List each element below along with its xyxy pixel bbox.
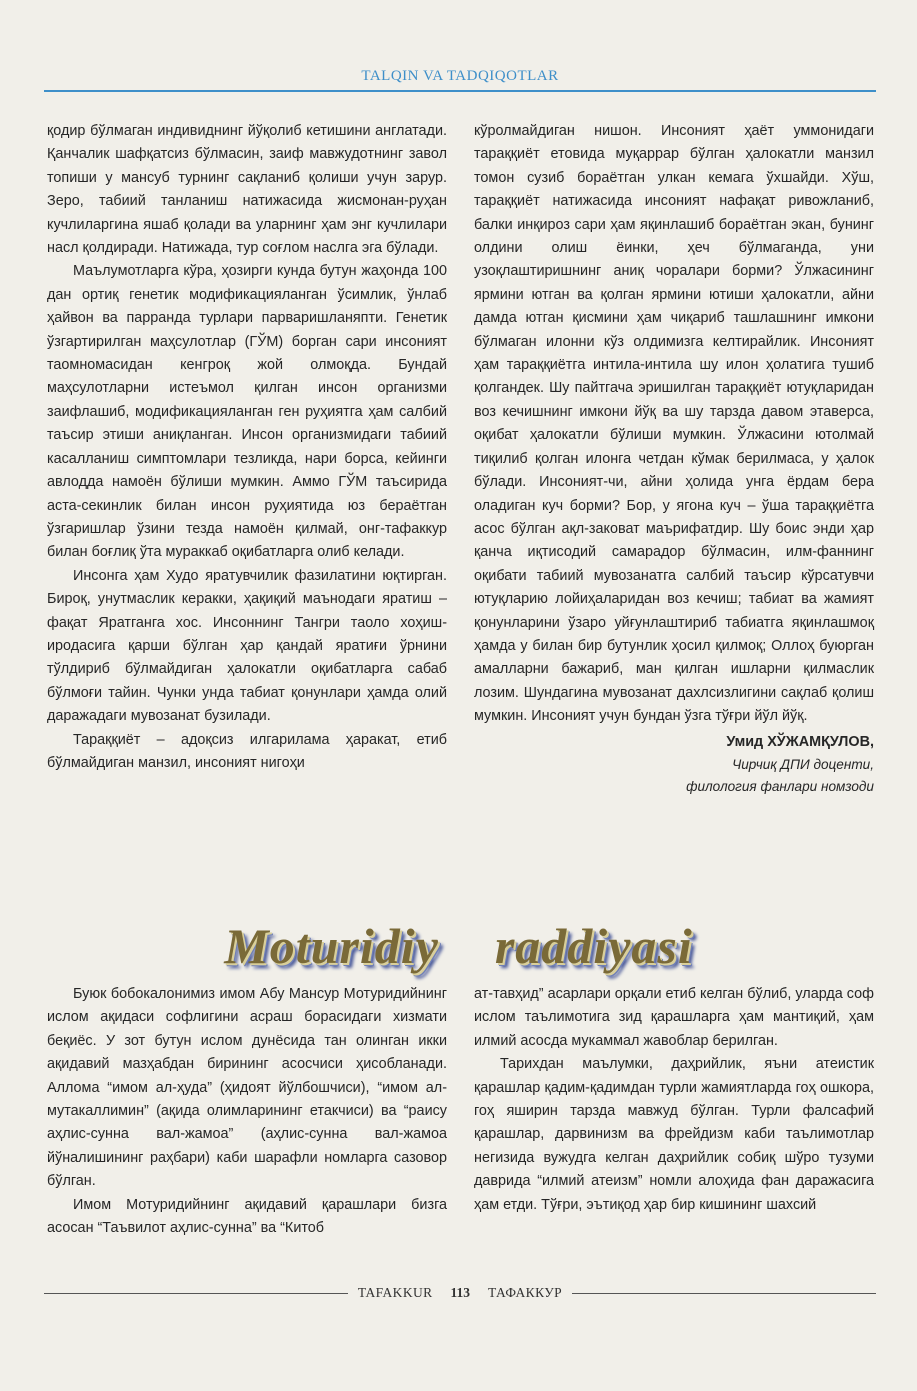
article2-right-paragraph-2: Тарихдан маълумки, даҳрийлик, яъни атеистик қарашлар қадим-қадимдан турли жамиятларда гоҳ ошкора, гоҳ яширин тарзда мавжуд бўлган. Турли фалсафий қарашлар, дарвинизм ва фрейдизм каби таълимотлар негизида вужудга келган даҳрийлик собиқ шўро тузуми даврида “илмий атеизм” номли алоҳида фан даражасига ҳам етди. Тўғри, эътиқод ҳар бир кишининг шахсий <box>474 1056 874 1213</box>
footer-magazine-cyrillic: ТАФАККУР <box>488 1285 563 1300</box>
footer-magazine-latin: TAFAKKUR <box>357 1285 433 1300</box>
article2-title-word-1: Moturidiy <box>224 918 439 974</box>
author-position: Чирчиқ ДПИ доценти, <box>732 756 874 772</box>
page-footer <box>44 1283 876 1303</box>
article2-title-word-2: raddiyasi <box>494 918 693 974</box>
article2-right-paragraph-1: ат-тавҳид” асарлари орқали етиб келган бўлиб, уларда соф ислом таълимотига зид қарашларга ҳам мантиқий, ҳам илмий асосда мукаммал жавоблар берилган. <box>474 986 874 1049</box>
article1-right-paragraph-1: кўролмайдиган нишон. Инсоният ҳаёт уммонидаги тараққиёт етовида муқаррар бўлган ҳалокатли манзил томон сузиб бораётган улкан кемага ўхшайди. Хўш, тараққиёт натижасида инсоният нафақат ривожланиб, балки инқироз сари ҳам яқинлашиб бораётган экан, бунинг олдини олиш ёинки, ҳеч бўлмаганда, уни узоқлаштиришнинг аниқ чоралари борми? Ўлжасининг ярмини ютган ва қолган ярмини ютиши ҳалокатли, айни дамда ютган қисмини ҳам чиқариб ташлашнинг имкони бўлмаган илонни кўз олдимизга келтирайлик. Инсоният ҳам тараққиётга интила-интила шу илон ҳолатига тушиб қолгандек. Шу пайтгача эришилган тараққиёт ютуқларидан воз кечишнинг имкони йўқ ва шу тарзда давом этаверса, оқибат ҳалокатли бўлиши мумкин. Ўлжасини ютолмай тиқилиб қолган илонга четдан кўмак берилмаса, у ҳалок бўлади. Инсоният-чи, айни ҳолида унга ёрдам бера оладиган куч борми? Бор, у ягона куч – ўша тараққиётга асос бўлган ақл-заковат маърифатдир. Шу боис энди ҳар қанча иқтисодий самарадор бўлмасин, илм-фаннинг оқибати табиий мувозанатга салбий таъсир кўрсатувчи ютуқларию лойиҳаларидан воз кечиш; табиат ва жамият қонунларини ўзаро уйғунлаштириб табиатга яқинлашмоқ ҳамда у билан бир бутунлик ҳосил қилмоқ; Оллоҳ буюрган амалларни бажариб, ман қилган ишларни қилмаслик лозим. Шундагина мувозанат дахлсизлигини сақлаб қолиш мумкин. Инсоният учун бундан ўзга тўғри йўл йўқ. <box>474 123 874 725</box>
article2-left-column <box>47 983 447 1240</box>
article1-left-paragraph-2: Маълумотларга кўра, ҳозирги кунда бутун жаҳонда 100 дан ортиқ генетик модификацияланган ўсимлик, ўнлаб ҳайвон ва парранда турлари парваришланяпти. Генетик ўзгартирилган маҳсулотлар (ГЎМ) борган сари инсоният таомномасидан кенгроқ жой олмоқда. Бундай маҳсулотларни истеъмол қилган инсон организми заифлашиб, модификацияланган ген руҳиятга ҳам салбий таъсир этиши аниқланган. Инсон организмидаги табиий касалланиш симптомлари тезликда, нари борса, кейинги авлодда намоён бўлиши мумкин. Аммо ГЎМ таъсирида аста-секинлик билан инсон руҳиятида юз бераётган ўзгаришлар ўзини тезда намоён қилмай, онг-тафаккур билан боғлиқ ўта мураккаб оқибатларга олиб келади. <box>47 263 447 561</box>
author-name: Умид ХЎЖАМҚУЛОВ, <box>726 733 874 750</box>
article2-title <box>0 918 917 974</box>
article1-left-paragraph-4: Тараққиёт – адоқсиз илгарилама ҳаракат, етиб бўлмайдиган манзил, инсоният нигоҳи <box>47 731 447 771</box>
article1-left-paragraph-1: қодир бўлмаган индивиднинг йўқолиб кетишини англатади. Қанчалик шафқатсиз бўлмасин, заиф мавжудотнинг завол топиши у мансуб турнинг сақланиб қолиши учун зарур. Зеро, табиий танланиш натижасида жисмонан-руҳан кучлиларгина яшаб қолади ва уларнинг ҳам энг кучлилари насл қолдиради. Натижада, тур соғлом наслга эга бўлади. <box>47 123 447 257</box>
footer-rule-right <box>572 1293 876 1294</box>
page-number: 113 <box>450 1285 471 1300</box>
article1-left-column <box>47 120 447 775</box>
article2-left-paragraph-2: Имом Мотуридийнинг ақидавий қарашлари бизга асосан “Таъвилот аҳлис-сунна” ва “Китоб <box>47 1196 447 1237</box>
author-degree: филология фанлари номзоди <box>686 778 874 794</box>
running-header: TALQIN VA TADQIQOTLAR <box>361 68 559 84</box>
header-rule <box>44 90 876 92</box>
footer-rule-left <box>44 1293 348 1294</box>
article1-right-column <box>474 120 874 798</box>
article2-right-column <box>474 983 874 1217</box>
article1-left-paragraph-3: Инсонга ҳам Худо яратувчилик фазилатини юқтирган. Бироқ, унутмаслик керакки, ҳақиқий маънодаги яратиш – фақат Яратганга хос. Инсоннинг Тангри таоло хоҳиш-иродасига қарши бўлган ҳар қандай яратиғи ўрнини тўлдириб бўлмайдиган ҳалокатли оқибатларга сабаб бўлмоғи тайин. Чунки унда табиат қонунлари ҳамда олий даражадаги мувозанат бузилади. <box>47 567 447 725</box>
article2-left-paragraph-1: Буюк бобокалонимиз имом Абу Мансур Мотуридийнинг ислом ақидаси софлигини асраш борасидаги хизмати беқиёс. У зот бутун ислом дунёсида тан олинган икки ақидавий мазҳабдан бирининг асосчиси ҳисобланади. Аллома “имом ал-ҳуда” (ҳидоят йўлбошчиси), “имом ал-мутакаллимин” (ақида олимларининг етакчиси) ва “раису аҳлис-сунна вал-жамоа” (аҳлис-сунна вал-жамоа йўналишининг раҳбари) каби шарафли номларга сазовор бўлган. <box>47 986 447 1190</box>
author-signature <box>474 731 874 798</box>
